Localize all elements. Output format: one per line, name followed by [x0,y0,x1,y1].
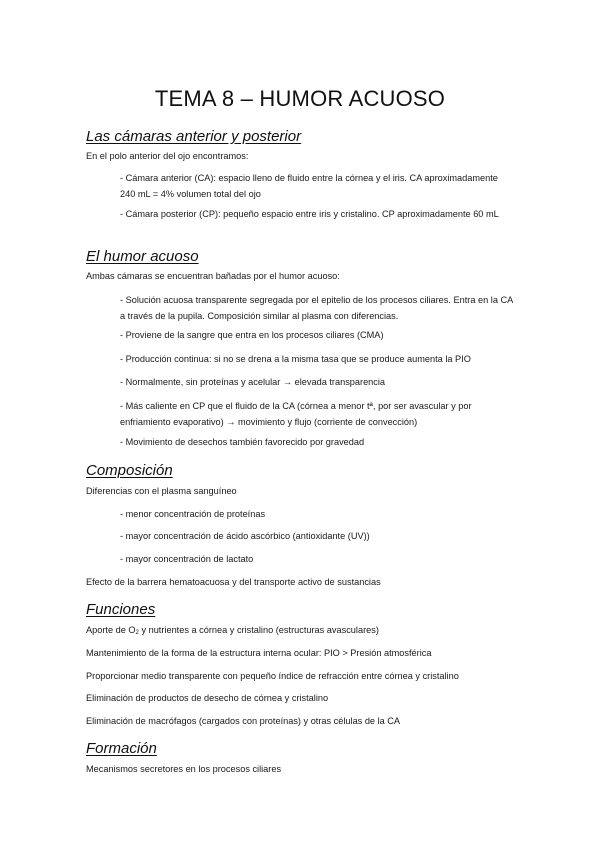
bullet-camara-anterior: - Cámara anterior (CA): espacio lleno de fluido entre la córnea y el iris. CA aproximadamente 240 mL = 4% volumen total del ojo [120,173,498,199]
heading-formacion: Formación [86,740,157,757]
funcion-aporte: Aporte de $O_2$ y nutrientes a córnea y cristalino (estructuras avasculares) [86,625,379,636]
bullet-solucion: - Solución acuosa transparente segregada por el epitelio de los procesos ciliares. Entra en la CA a través de la pupila. Composición similar al plasma con diferencias. [120,295,513,321]
funcion-macrofagos: Eliminación de macrófagos (cargados con proteínas) y otras células de la CA [86,716,401,726]
heading-camaras: Las cámaras anterior y posterior [86,128,302,145]
heading-composicion: Composición [86,462,173,479]
composicion-outro: Efecto de la barrera hematoacuosa y del transporte activo de sustancias [86,577,381,587]
bullet-sin-proteinas: - Normalmente, sin proteínas y acelular → elevada transparencia [120,377,386,387]
bullet-proviene: - Proviene de la sangre que entra en los procesos ciliares (CMA) [120,330,384,340]
humor-intro: Ambas cámaras se encuentran bañadas por el humor acuoso: [86,271,340,281]
page-title: TEMA 8 – HUMOR ACUOSO [154,86,446,111]
bullet-mas-caliente: - Más caliente en CP que el fluido de la CA (córnea a menor tª, por ser avascular y por enfriamiento evaporativo) → movimiento y flujo (corriente de convección) [120,401,472,427]
heading-humor-acuoso: El humor acuoso [86,248,199,265]
formacion-intro: Mecanismos secretores en los procesos ciliares [86,764,282,774]
camaras-intro: En el polo anterior del ojo encontramos: [86,151,249,161]
bullet-lactato: - mayor concentración de lactato [120,554,254,564]
bullet-movimiento: - Movimiento de desechos también favorecido por gravedad [120,437,365,447]
funcion-desechos: Eliminación de productos de desecho de córnea y cristalino [86,693,329,703]
bullet-proteinas: - menor concentración de proteínas [120,509,266,519]
bullet-produccion: - Producción continua: si no se drena a la misma tasa que se produce aumenta la PIO [120,354,471,364]
funcion-forma: Mantenimiento de la forma de la estructura interna ocular: PIO > Presión atmosférica [86,648,432,658]
heading-funciones: Funciones [86,601,156,618]
composicion-intro: Diferencias con el plasma sanguíneo [86,486,237,496]
bullet-ascorbico: - mayor concentración de ácido ascórbico (antioxidante (UV)) [120,531,370,541]
bullet-camara-posterior: - Cámara posterior (CP): pequeño espacio entre iris y cristalino. CP aproximadamente 60 mL [120,209,499,219]
funcion-medio: Proporcionar medio transparente con pequeño índice de refracción entre córnea y cristalino [86,671,459,681]
